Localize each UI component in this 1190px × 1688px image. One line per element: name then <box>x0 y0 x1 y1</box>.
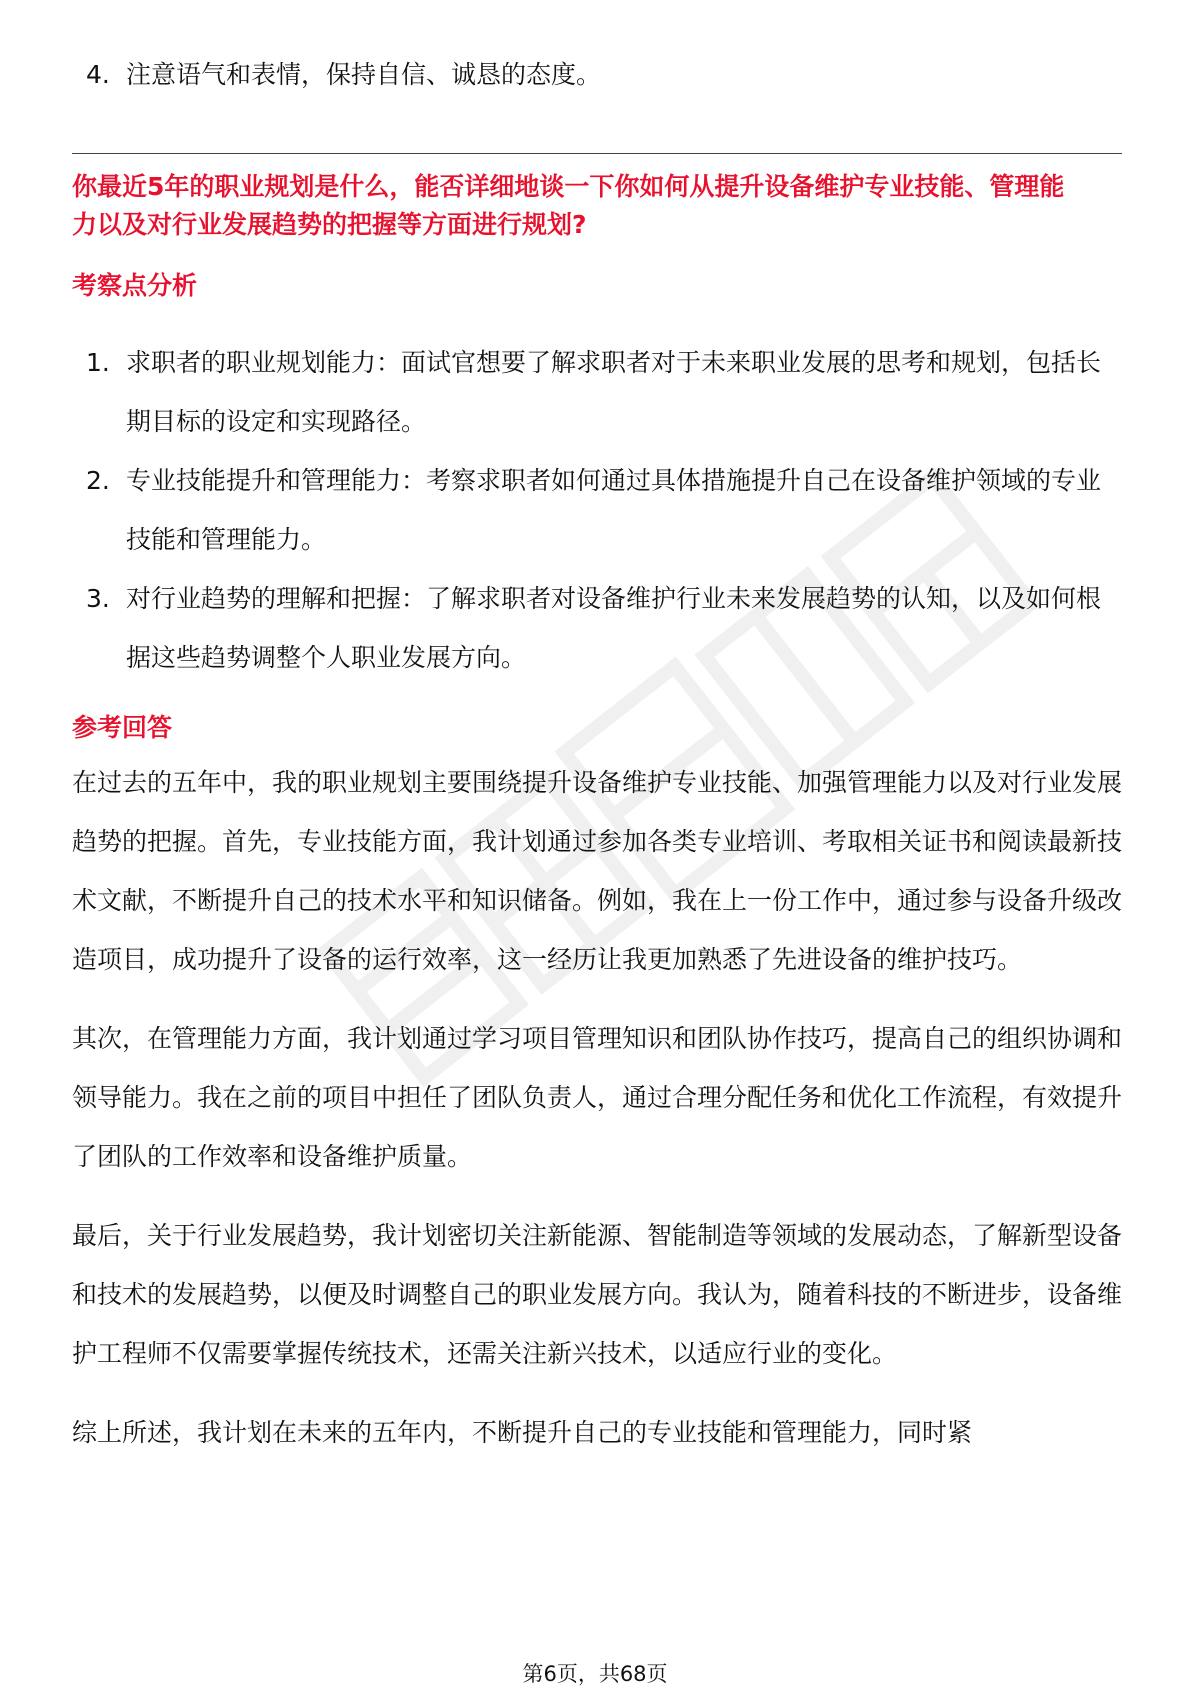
list-item-text: 对行业趋势的理解和把握：了解求职者对设备维护行业未来发展趋势的认知，以及如何根据这些趋势调整个人职业发展方向。 <box>126 584 1102 672</box>
answer-paragraph: 最后，关于行业发展趋势，我计划密切关注新能源、智能制造等领域的发展动态，了解新型设备和技术的发展趋势，以便及时调整自己的职业发展方向。我认为，随着科技的不断进步，设备维护工程师不仅需要掌握传统技术，还需关注新兴技术，以适应行业的变化。 <box>72 1221 1123 1368</box>
list-item <box>72 333 1122 451</box>
answer-paragraph: 在过去的五年中，我的职业规划主要围绕提升设备维护专业技能、加强管理能力以及对行业发展趋势的把握。首先，专业技能方面，我计划通过参加各类专业培训、考取相关证书和阅读最新技术文献，不断提升自己的技术水平和知识储备。例如，我在上一份工作中，通过参与设备升级改造项目，成功提升了设备的运行效率，这一经历让我更加熟悉了先进设备的维护技巧。 <box>72 768 1123 974</box>
list-item <box>72 451 1122 569</box>
answer-paragraph: 综上所述，我计划在未来的五年内，不断提升自己的专业技能和管理能力，同时紧 <box>72 1418 973 1447</box>
list-number: 3. <box>86 584 110 613</box>
answer-heading: 参考回答 <box>72 713 173 742</box>
list-item-text: 注意语气和表情，保持自信、诚恳的态度。 <box>126 60 602 89</box>
document-page <box>72 0 1122 1684</box>
analysis-list <box>72 333 1122 687</box>
list-item <box>72 45 1176 104</box>
list-item <box>72 569 1122 687</box>
list-number: 2. <box>86 466 110 495</box>
list-item-text: 专业技能提升和管理能力：考察求职者如何通过具体措施提升自己在设备维护领域的专业技能和管理能力。 <box>126 466 1102 554</box>
page-footer: 第6页，共68页 <box>522 1662 668 1686</box>
question-title: 你最近5年的职业规划是什么，能否详细地谈一下你如何从提升设备维护专业技能、管理能力以及对行业发展趋势的把握等方面进行规划? <box>72 172 1065 239</box>
list-number: 4. <box>86 60 110 89</box>
section-divider <box>72 153 1122 154</box>
analysis-heading: 考察点分析 <box>72 271 198 300</box>
answer-paragraph: 其次，在管理能力方面，我计划通过学习项目管理知识和团队协作技巧，提高自己的组织协调和领导能力。我在之前的项目中担任了团队负责人，通过合理分配任务和优化工作流程，有效提升了团队的工作效率和设备维护质量。 <box>72 1024 1123 1171</box>
list-number: 1. <box>86 348 110 377</box>
answer-body <box>72 753 1122 1482</box>
list-item-text: 求职者的职业规划能力：面试官想要了解求职者对于未来职业发展的思考和规划，包括长期目标的设定和实现路径。 <box>126 348 1102 436</box>
